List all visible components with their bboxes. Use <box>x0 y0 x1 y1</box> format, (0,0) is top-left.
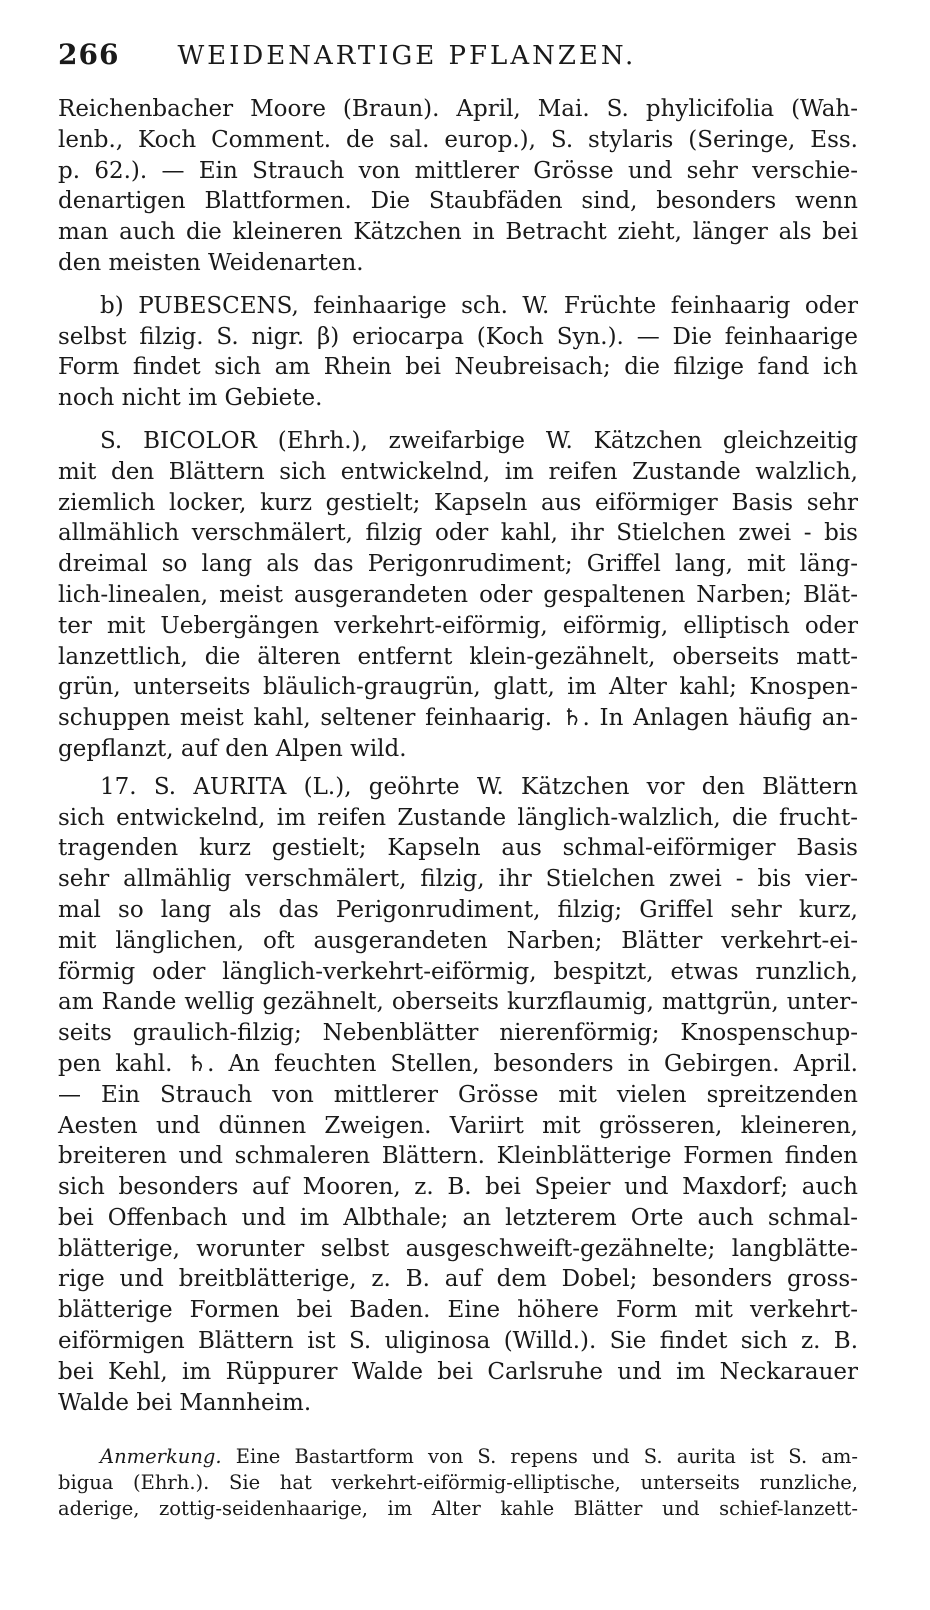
annotation-line: bigua (Ehrh.). Sie hat verkehrt-eiförmig-elliptische, unterseits runzliche, <box>58 1471 858 1495</box>
text-line: eiförmigen Blättern ist S. uliginosa (Willd.). Sie findet sich z. B. <box>58 1328 858 1355</box>
text-line: seits graulich-filzig; Nebenblätter nierenförmig; Knospenschup- <box>58 1020 858 1047</box>
text-line: noch nicht im Gebiete. <box>58 385 323 412</box>
text-line: grün, unterseits bläulich-graugrün, glatt, im Alter kahl; Knospen- <box>58 674 858 701</box>
text-line: breiteren und schmaleren Blättern. Kleinblätterige Formen finden <box>58 1143 858 1170</box>
annotation-line <box>58 1444 858 1470</box>
text-line: mit den Blättern sich entwickelnd, im reifen Zustande walzlich, <box>58 458 858 485</box>
text-line: mal so lang als das Perigonrudiment, filzig; Griffel sehr kurz, <box>58 896 858 923</box>
text-line: S. BICOLOR (Ehrh.), zweifarbige W. Kätzchen gleichzeitig <box>100 427 858 454</box>
text-line: Reichenbacher Moore (Braun). April, Mai. S. phylicifolia (Wah- <box>58 96 858 122</box>
text-line: denartigen Blattformen. Die Staubfäden sind, besonders wenn <box>58 188 858 215</box>
text-line: lenb., Koch Comment. de sal. europ.), S. stylaris (Seringe, Ess. <box>58 126 858 153</box>
text-line: — Ein Strauch von mittlerer Grösse mit vielen spreitzenden <box>58 1081 858 1108</box>
text-line: am Rande wellig gezähnelt, oberseits kurzflaumig, mattgrün, unter- <box>58 989 858 1016</box>
text-line: schuppen meist kahl, seltener feinhaarig. ♄. In Anlagen häufig an- <box>58 705 858 732</box>
text-line: Aesten und dünnen Zweigen. Variirt mit grösseren, kleineren, <box>58 1112 858 1139</box>
text-line: man auch die kleineren Kätzchen in Betracht zieht, länger als bei <box>58 219 858 246</box>
text-line: Form findet sich am Rhein bei Neubreisach; die filzige fand ich <box>58 354 858 381</box>
text-line: blätterige, worunter selbst ausgeschweift-gezähnelte; langblätte- <box>58 1235 858 1262</box>
text-line: bei Kehl, im Rüppurer Walde bei Carlsruhe und im Neckarauer <box>58 1358 858 1385</box>
text-line: b) PUBESCENS, feinhaarige sch. W. Früchte feinhaarig oder <box>100 292 858 319</box>
text-line: mit länglichen, oft ausgerandeten Narben; Blätter verkehrt-ei- <box>58 927 858 954</box>
text-line: lanzettlich, die älteren entfernt klein-gezähnelt, oberseits matt- <box>58 643 858 670</box>
text-line: selbst filzig. S. nigr. β) eriocarpa (Koch Syn.). — Die feinhaarige <box>58 323 858 350</box>
paragraph-salix-bicolor <box>58 426 858 765</box>
text-line: bei Offenbach und im Albthale; an letzterem Orte auch schmal- <box>58 1204 858 1231</box>
text-line: gepflanzt, auf den Alpen wild. <box>58 735 407 762</box>
text-line: rige und breitblätterige, z. B. auf dem Dobel; besonders gross- <box>58 1266 858 1293</box>
text-line: p. 62.). — Ein Strauch von mittlerer Grösse und sehr verschie- <box>58 157 858 184</box>
text-line: ter mit Uebergängen verkehrt-eiförmig, eiförmig, elliptisch oder <box>58 612 858 639</box>
text-line: pen kahl. ♄. An feuchten Stellen, besonders in Gebirgen. April. <box>58 1050 858 1077</box>
running-title: WEIDENARTIGE PFLANZEN. <box>177 41 637 71</box>
page-header <box>58 38 858 94</box>
paragraph-pubescens <box>58 291 858 414</box>
paragraph-continuation <box>58 94 858 279</box>
annotation-note <box>58 1444 858 1522</box>
text-line: allmählich verschmälert, filzig oder kahl, ihr Stielchen zwei - bis <box>58 520 858 547</box>
text-line: sich entwickelnd, im reifen Zustande länglich-walzlich, die frucht- <box>58 804 858 831</box>
annotation-label: Anmerkung. <box>100 1445 222 1469</box>
book-page <box>58 38 858 1522</box>
page-number: 266 <box>58 38 120 71</box>
text-line: blätterige Formen bei Baden. Eine höhere Form mit verkehrt- <box>58 1297 858 1324</box>
text-line: förmig oder länglich-verkehrt-eiförmig, bespitzt, etwas runzlich, <box>58 958 858 985</box>
text-line: sehr allmählig verschmälert, filzig, ihr Stielchen zwei - bis vier- <box>58 866 858 893</box>
text-line: tragenden kurz gestielt; Kapseln aus schmal-eiförmiger Basis <box>58 835 858 862</box>
annotation-line: aderige, zottig-seidenhaarige, im Alter kahle Blätter und schief-lanzett- <box>58 1497 858 1521</box>
text-line: Walde bei Mannheim. <box>58 1389 312 1416</box>
text-line: ziemlich locker, kurz gestielt; Kapseln aus eiförmiger Basis sehr <box>58 489 858 516</box>
annotation-text: Eine Bastartform von S. repens und S. aurita ist S. am- <box>235 1445 858 1469</box>
text-line: dreimal so lang als das Perigonrudiment; Griffel lang, mit läng- <box>58 551 858 578</box>
text-line: sich besonders auf Mooren, z. B. bei Speier und Maxdorf; auch <box>58 1174 858 1201</box>
text-line: den meisten Weidenarten. <box>58 249 364 276</box>
paragraph-salix-aurita <box>58 772 858 1419</box>
text-line: lich-linealen, meist ausgerandeten oder gespaltenen Narben; Blät- <box>58 581 858 608</box>
text-line: 17. S. AURITA (L.), geöhrte W. Kätzchen vor den Blättern <box>100 773 858 800</box>
